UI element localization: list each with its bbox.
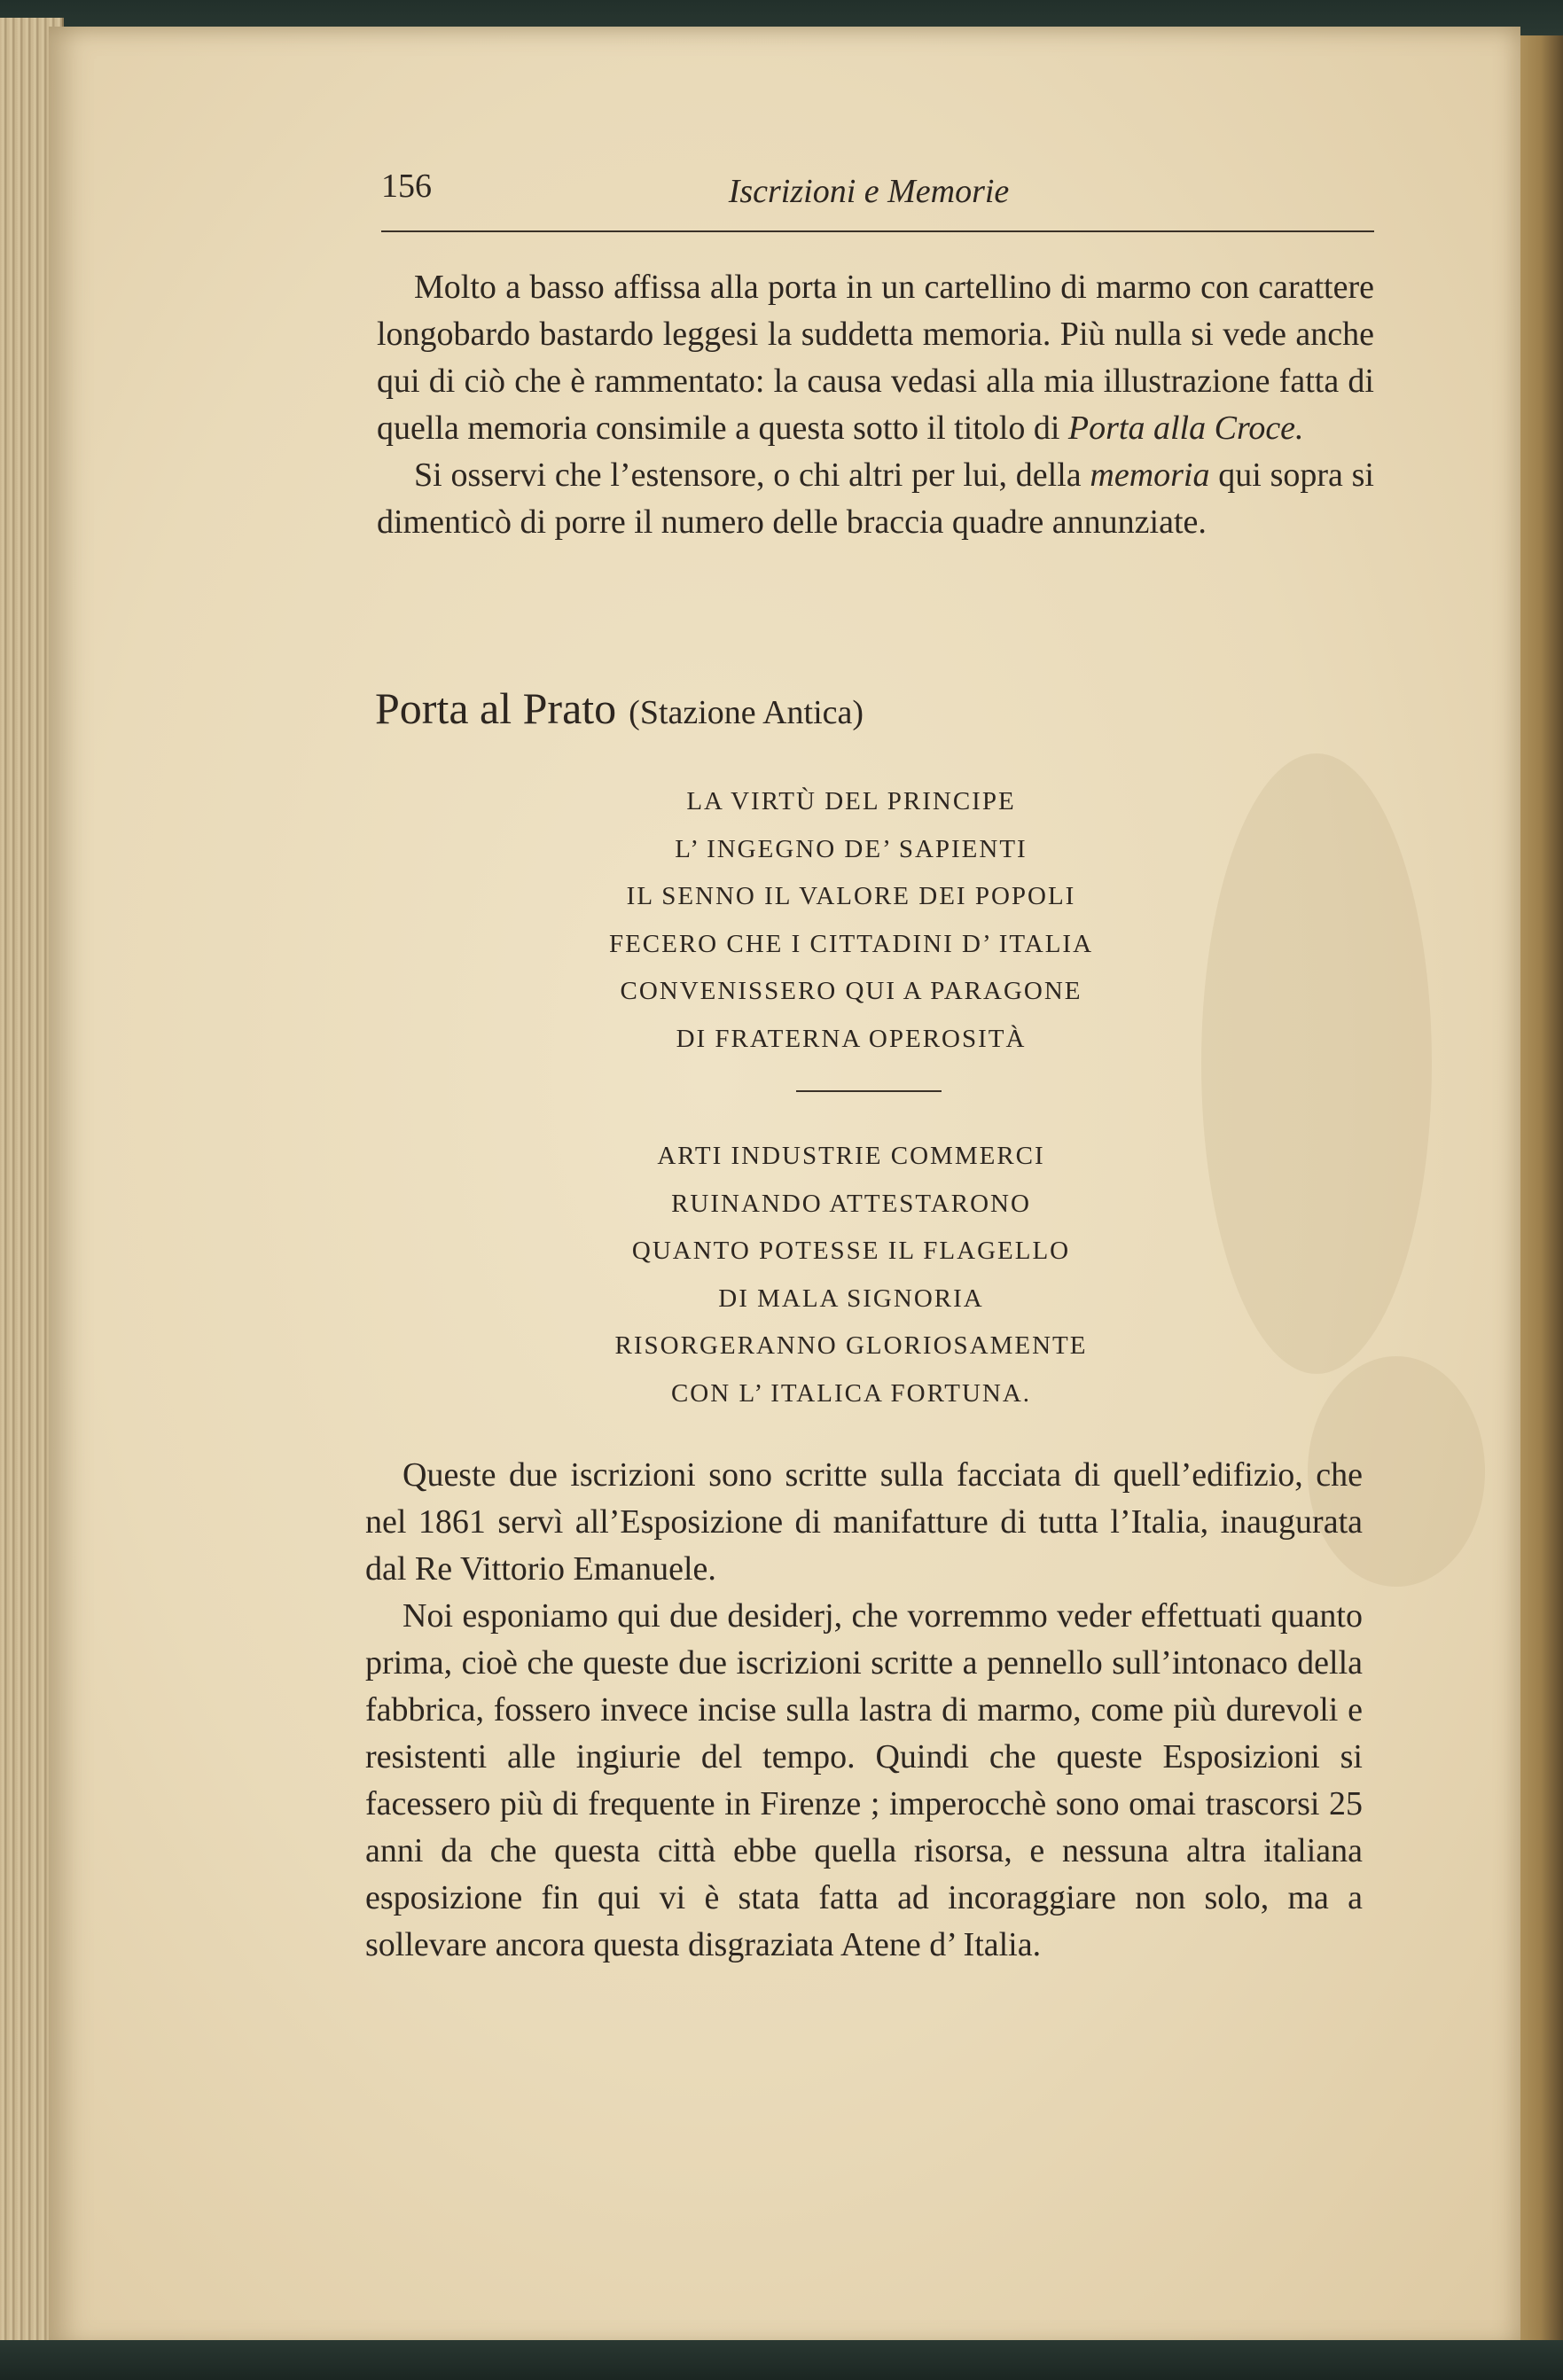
section-heading: [375, 683, 1262, 734]
inscription-line: DI MALA SIGNORIA: [718, 1284, 984, 1313]
paragraph-italic: Porta alla Croce.: [1067, 410, 1304, 447]
paragraph-text: qui sopra si dimenticò di porre il numero delle braccia quadre annunziate.: [377, 456, 1374, 541]
paper-stain: [1201, 753, 1432, 1374]
inscription-line: DI FRATERNA OPEROSITÀ: [676, 1024, 1027, 1053]
inscription-line: CONVENISSERO QUI A PARAGONE: [620, 977, 1082, 1005]
paragraph-text: Molto a basso affissa alla porta in un cartellino di marmo con carattere longobardo bastardo leggesi la suddetta memoria. Più nulla si vede anche qui di ciò che è rammentato: la causa vedasi alla mia illustrazione fatta di quella memoria consimile a questa sotto il titolo di: [377, 269, 1374, 447]
intro-text: [377, 264, 1374, 546]
inscription-first: [496, 778, 1206, 1063]
inscription-line: L’ INGEGNO DE’ SAPIENTI: [675, 834, 1028, 863]
commentary-text: [365, 1452, 1363, 1969]
paragraph: [377, 452, 1374, 546]
inscription-line: ARTI INDUSTRIE COMMERCI: [657, 1142, 1045, 1170]
background-bottom: [0, 2340, 1563, 2380]
paragraph: Noi esponiamo qui due desiderj, che vorremmo veder effettuati quanto prima, cioè che queste due iscrizioni scritte a pennello sull’intonaco della fabbrica, fossero invece incise sulla lastra di marmo, come più durevoli e resistenti alle ingiurie del tempo. Quindi che queste Esposizioni si facessero più di frequente in Firenze ; imperocchè sono omai trascorsi 25 anni da che questa città ebbe quella risorsa, e nessuna altra italiana esposizione fin qui vi è stata fatta ad incoraggiare non solo, ma a sollevare ancora questa disgraziata Atene d’ Italia.: [365, 1597, 1363, 1963]
inscription-line: RUINANDO ATTESTARONO: [671, 1189, 1031, 1218]
inscription-line: IL SENNO IL VALORE DEI POPOLI: [626, 882, 1076, 910]
divider-rule: [796, 1090, 942, 1092]
running-title: Iscrizioni e Memorie: [728, 173, 1010, 210]
page-header: [381, 160, 1374, 232]
inscription-line: CON L’ ITALICA FORTUNA.: [670, 1378, 1032, 1408]
inscription-second: [496, 1133, 1206, 1417]
inscription-line: QUANTO POTESSE IL FLAGELLO: [631, 1237, 1071, 1265]
paragraph: Queste due iscrizioni sono scritte sulla facciata di quell’edifizio, che nel 1861 servì all’Esposizione di manifatture di tutta l’Italia, inaugurata dal Re Vittorio Emanuele.: [365, 1456, 1363, 1588]
section-subtitle: (Stazione Antica): [629, 694, 864, 731]
inscription-line: LA VIRTÙ DEL PRINCIPE: [686, 787, 1016, 815]
paragraph-text: Si osservi che l’estensore, o chi altri per lui, della: [414, 456, 1090, 494]
inscription-line: FECERO CHE I CITTADINI D’ ITALIA: [608, 929, 1094, 958]
inscription-line: RISORGERANNO GLORIOSAMENTE: [614, 1331, 1088, 1360]
paragraph: [377, 264, 1374, 452]
paragraph-italic: memoria: [1090, 456, 1210, 494]
section-title: Porta al Prato: [375, 683, 617, 733]
page-number: 156: [381, 168, 432, 205]
